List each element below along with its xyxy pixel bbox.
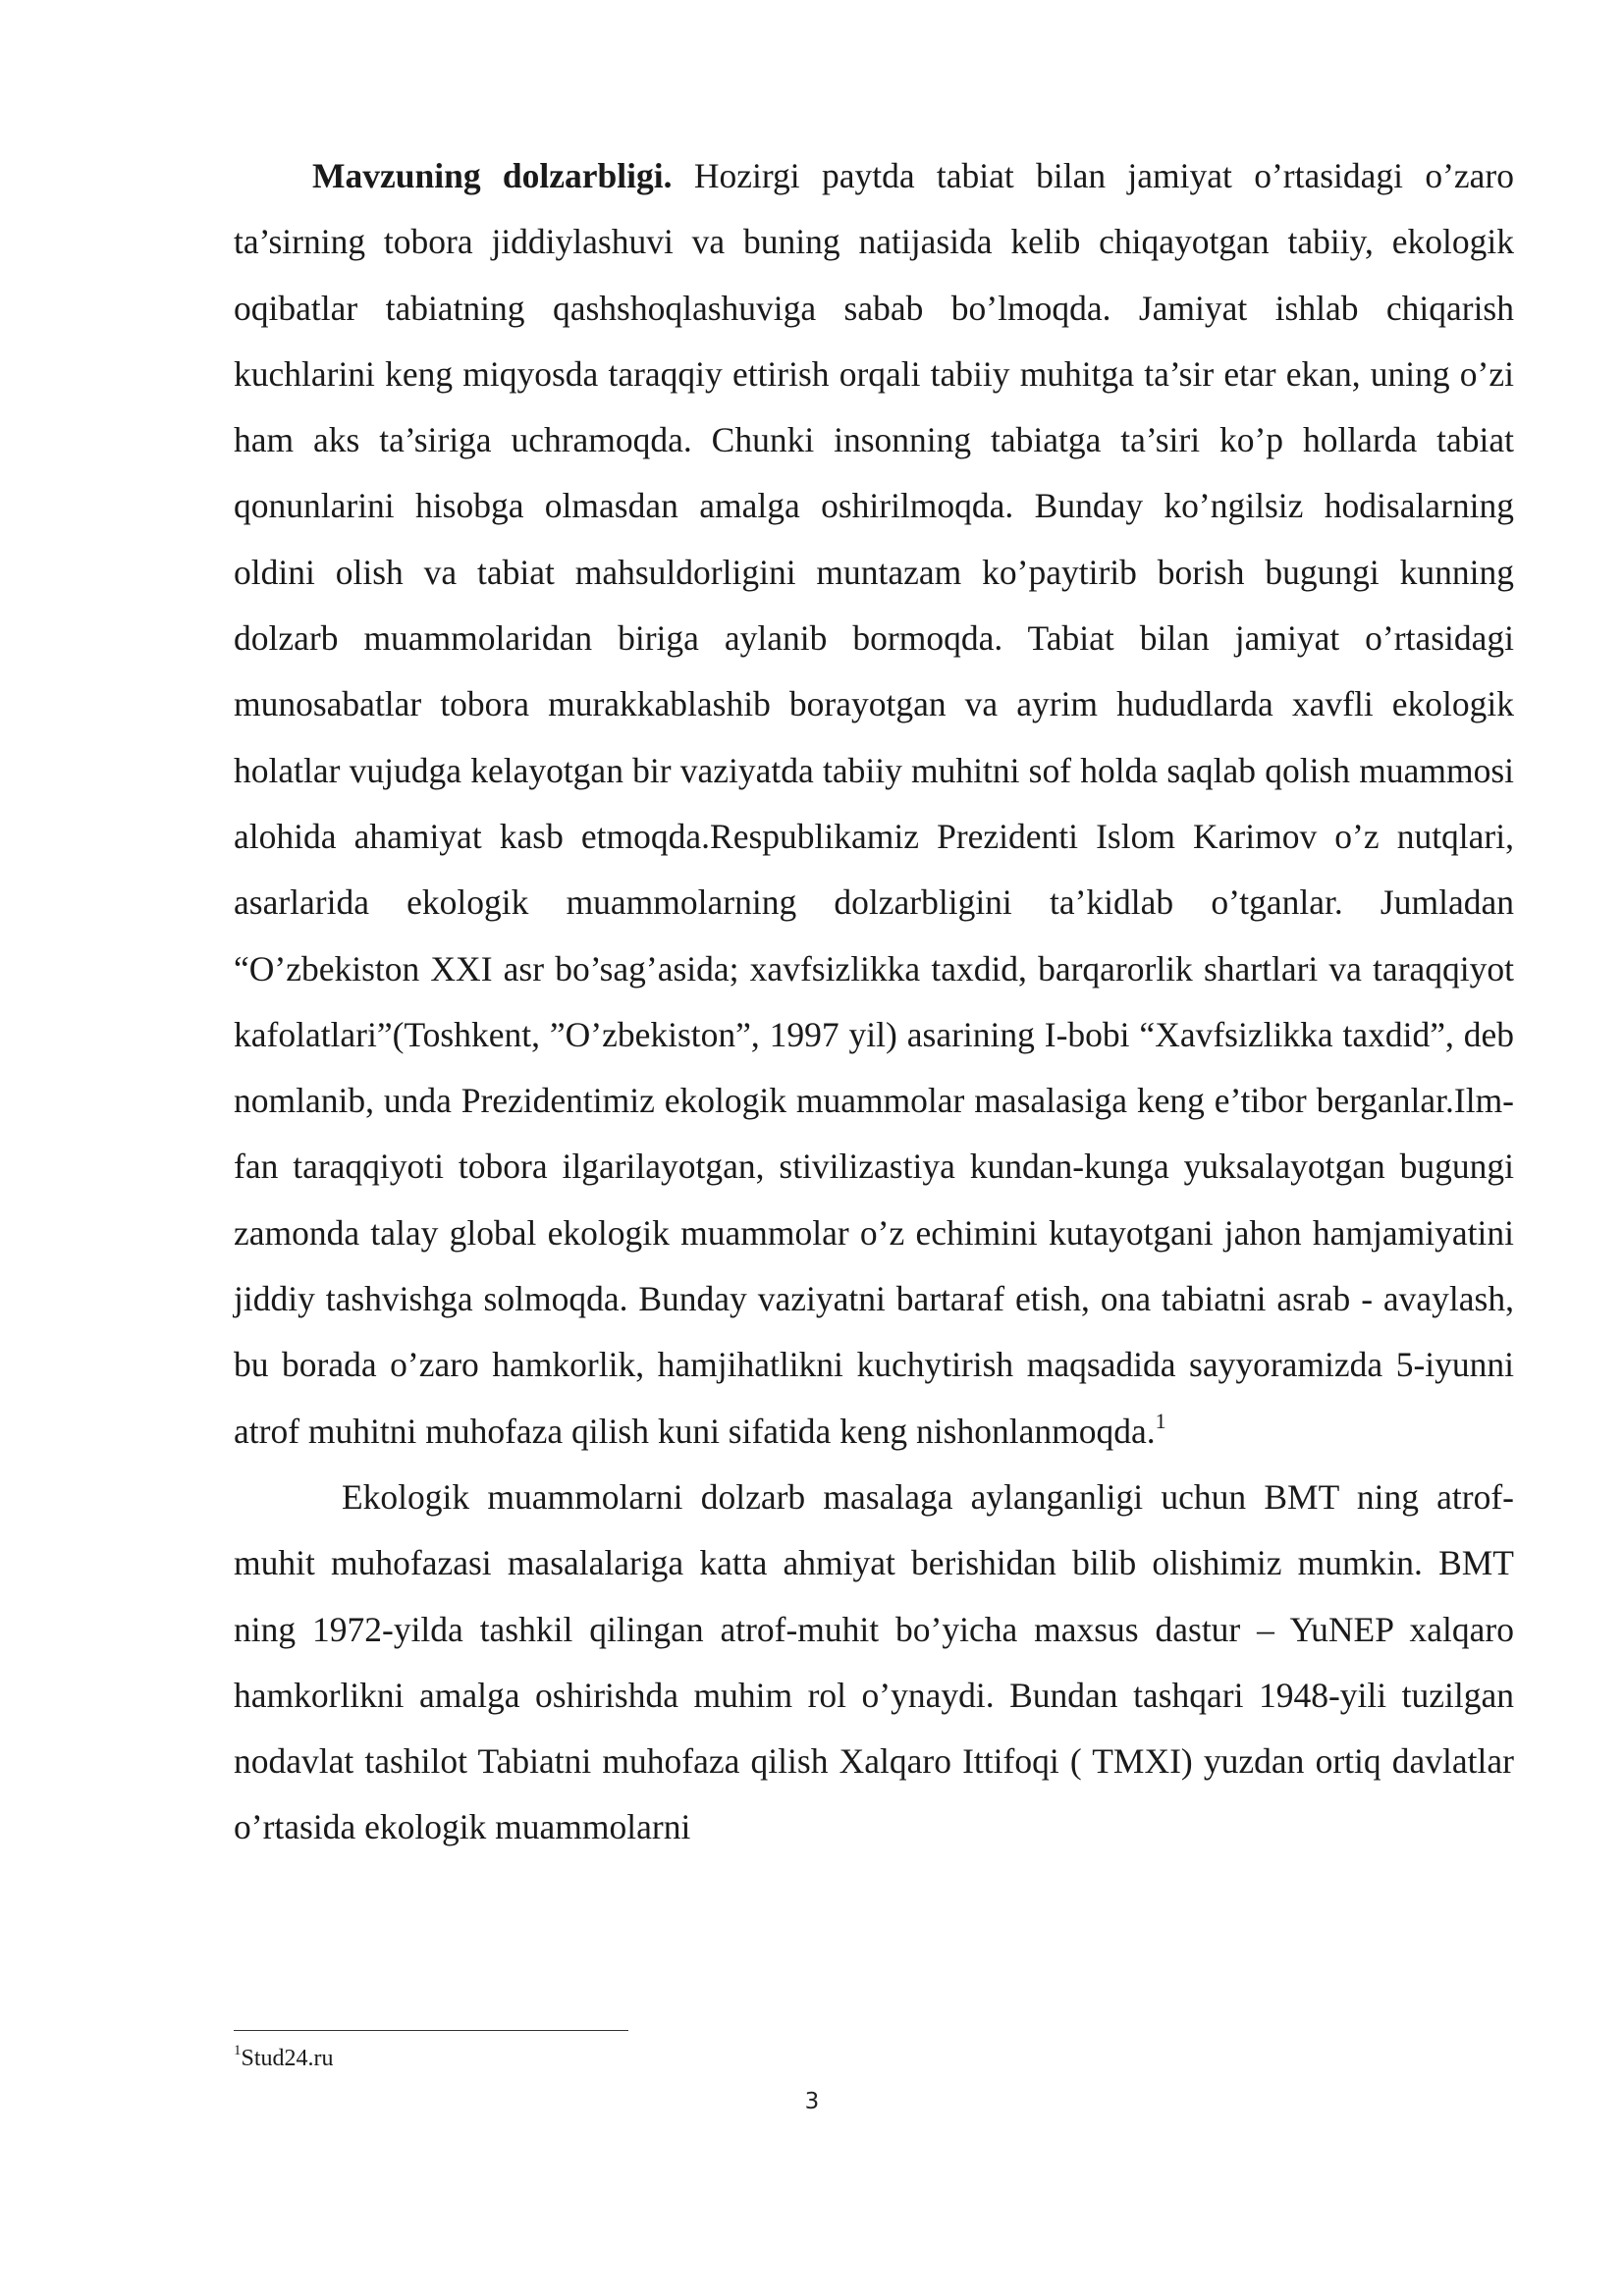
paragraph-text: Hozirgi paytda tabiat bilan jamiyat o’rtasidagi o’zaro ta’sirning tobora jiddiylashuvi va buning natijasida kelib chiqayotgan tabiiy, ekologik oqibatlar tabiatning qashshoqlashuviga sabab bo’lmoqda. Jamiyat ishlab chiqarish kuchlarini keng miqyosda taraqqiy ettirish orqali tabiiy muhitga ta’sir etar ekan, uning o’zi ham aks ta’siriga uchramoqda. Chunki insonning tabiatga ta’siri ko’p hollarda tabiat qonunlarini hisobga olmasdan amalga oshirilmoqda. Bunday ko’ngilsiz hodisalarning oldini olish va tabiat mahsuldorligini muntazam ko’paytirib borish bugungi kunning dolzarb muammolaridan biriga aylanib bormoqda. Tabiat bilan jamiyat o’rtasidagi munosabatlar tobora murakkablashib borayotgan va ayrim hududlarda xavfli ekologik holatlar vujudga kelayotgan bir vaziyatda tabiiy muhitni sof holda saqlab qolish muammosi alohida ahamiyat kasb etmoqda.Respublikamiz Prezidenti Islom Karimov o’z nutqlari, asarlarida ekologik muammolarning dolzarbligini ta’kidlab o’tganlar. Jumladan “O’zbekiston XXI asr bo’sag’asida; xavfsizlikka taxdid, barqarorlik shartlari va taraqqiyot kafolatlari”(Toshkent, ”O’zbekiston”, 1997 yil) asarining I-bobi “Xavfsizlikka taxdid”, deb nomlanib, unda Prezidentimiz ekologik muammolar masalasiga keng e’tibor berganlar.Ilm-fan taraqqiyoti tobora ilgarilayotgan, stivilizastiya kundan-kunga yuksalayotgan bugungi zamonda talay global ekologik muammolar o’z echimini kutayotgani jahon hamjamiyatini jiddiy tashvishga solmoqda. Bunday vaziyatni bartaraf etish, ona tabiatni asrab - avaylash, bu borada o’zaro hamkorlik, hamjihatlikni kuchytirish maqsadida sayyoramizda 5-iyunni atrof muhitni muhofaza qilish kuni sifatida keng nishonlanmoqda. [234,156,1514,1451]
body-text [234,143,1514,1861]
footnote-text: Stud24.ru [241,2046,334,2071]
footnote-number: 1 [234,2043,242,2058]
footnote-reference[interactable]: 1 [1155,1408,1166,1433]
paragraph-topic-relevance [234,143,1514,1465]
footnote-separator [234,2030,628,2031]
footnote [234,2042,334,2075]
page-number: 3 [804,2089,820,2114]
paragraph-text: Ekologik muammolarni dolzarb masalaga aylanganligi uchun BMT ning atrof-muhit muhofazasi masalalariga katta ahmiyat berishidan bilib olishimiz mumkin. BMT ning 1972-yilda tashkil qilingan atrof-muhit bo’yicha maxsus dastur – YuNEP xalqaro hamkorlikni amalga oshirishda muhim rol o’ynaydi. Bundan tashqari 1948-yili tuzilgan nodavlat tashilot Tabiatni muhofaza qilish Xalqaro Ittifoqi ( TMXI) yuzdan ortiq davlatlar o’rtasida ekologik muammolarni [234,1476,1514,1847]
paragraph-un-environment [234,1465,1514,1861]
section-lead-heading: Mavzuning dolzarbligi. [312,156,673,195]
